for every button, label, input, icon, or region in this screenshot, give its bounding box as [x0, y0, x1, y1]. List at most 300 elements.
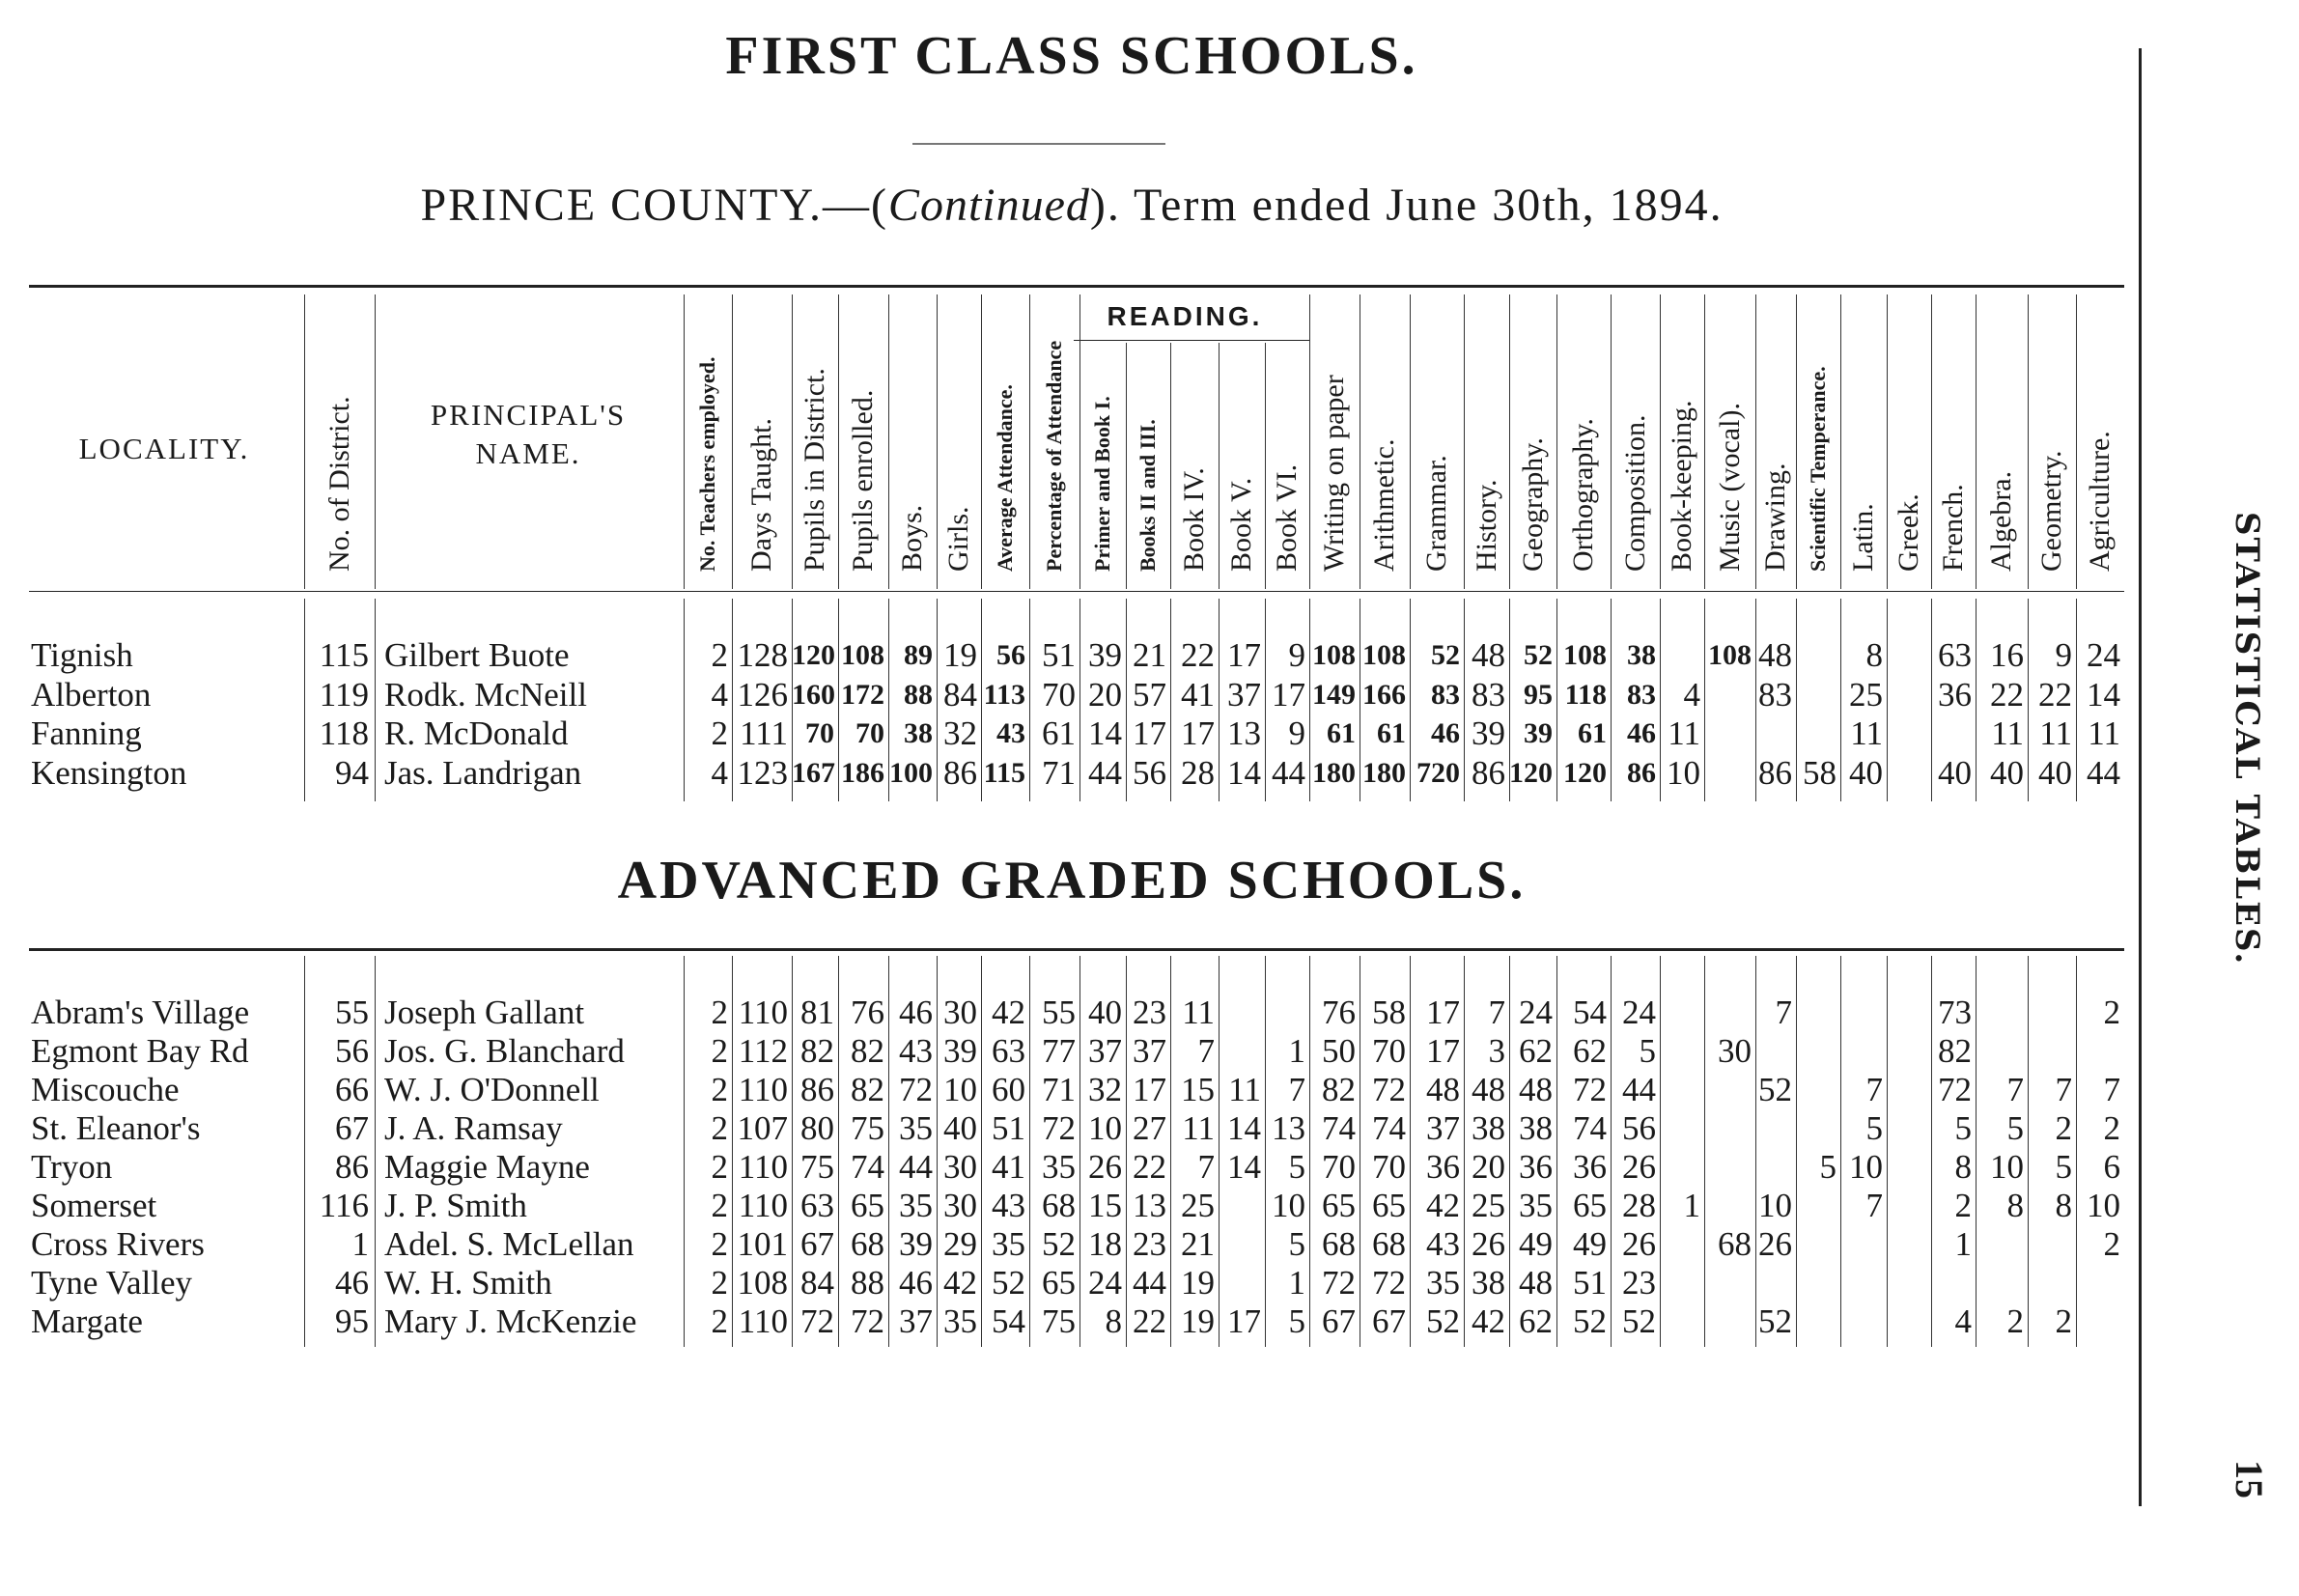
- value-cell: 36: [1519, 1148, 1553, 1186]
- value-cell: 26: [1622, 1225, 1656, 1263]
- value-cell: [1887, 677, 1927, 714]
- value-cell: 11: [2088, 714, 2120, 752]
- value-cell: 7: [2103, 1071, 2120, 1108]
- value-cell: [1887, 1188, 1927, 1224]
- value-cell: 82: [800, 1032, 834, 1070]
- value-cell: 88: [851, 1264, 884, 1302]
- value-cell: 52: [1758, 1302, 1792, 1340]
- locality-cell: Tryon: [31, 1148, 113, 1186]
- header-divider: [684, 294, 685, 589]
- value-cell: 44: [899, 1148, 933, 1186]
- value-cell: 5: [2055, 1148, 2072, 1186]
- column-header: [321, 294, 359, 572]
- value-cell: 24: [1519, 994, 1553, 1031]
- header-reading-group: READING.: [1107, 301, 1263, 331]
- principal-name-cell: Maggie Mayne: [384, 1148, 590, 1186]
- value-cell: [1219, 1226, 1261, 1263]
- value-cell: 55: [1042, 994, 1076, 1031]
- value-cell: [1840, 1226, 1883, 1263]
- value-cell: 2: [711, 636, 728, 674]
- header-divider: [1170, 343, 1171, 589]
- value-cell: 50: [1322, 1032, 1356, 1070]
- value-cell: 11: [1182, 994, 1215, 1031]
- value-cell: 1: [1288, 1032, 1305, 1070]
- value-cell: [1887, 1033, 1927, 1070]
- value-cell: 80: [800, 1109, 834, 1147]
- header-divider: [1126, 343, 1127, 589]
- column-header: [1799, 294, 1837, 572]
- value-cell: 108: [737, 1264, 788, 1302]
- locality-cell: Miscouche: [31, 1071, 180, 1108]
- value-cell: 38: [1627, 639, 1656, 671]
- district-cell: 66: [335, 1071, 369, 1108]
- value-cell: 26: [1088, 1148, 1122, 1186]
- column-header-text: Scientific Temperance.: [1806, 366, 1830, 572]
- page-number-text: 15: [2228, 1460, 2271, 1498]
- value-cell: [1660, 1226, 1700, 1263]
- value-cell: 110: [738, 1071, 788, 1108]
- value-cell: 14: [1227, 1109, 1261, 1147]
- value-cell: 35: [899, 1187, 933, 1224]
- value-cell: 39: [899, 1225, 933, 1263]
- value-cell: 110: [738, 994, 788, 1031]
- value-cell: 14: [2087, 675, 2120, 714]
- value-cell: 126: [737, 675, 788, 714]
- value-cell: 49: [1519, 1225, 1553, 1263]
- value-cell: 56: [1133, 753, 1166, 792]
- value-cell: 40: [1849, 753, 1883, 792]
- value-cell: 2: [711, 1187, 728, 1224]
- value-cell: 35: [992, 1225, 1025, 1263]
- value-cell: [1704, 1265, 1752, 1302]
- value-cell: 17: [1133, 714, 1166, 752]
- value-cell: 65: [1372, 1187, 1406, 1224]
- header-divider: [375, 294, 376, 589]
- value-cell: [1755, 715, 1792, 752]
- column-header: [2033, 294, 2071, 572]
- value-cell: 52: [1426, 1302, 1460, 1340]
- value-cell: 40: [1088, 994, 1122, 1031]
- principal-name-cell: J. A. Ramsay: [384, 1109, 563, 1147]
- district-cell: 67: [335, 1109, 369, 1147]
- header-principal-name: [378, 396, 678, 473]
- column-header: [796, 294, 834, 572]
- value-cell: 15: [1181, 1071, 1215, 1108]
- value-cell: 89: [904, 639, 933, 671]
- value-cell: [1887, 715, 1927, 752]
- header-divider: [888, 294, 889, 589]
- column-header-text: French.: [1937, 484, 1969, 572]
- value-cell: 60: [992, 1071, 1025, 1108]
- value-cell: 8: [2006, 1187, 2024, 1224]
- value-cell: 9: [2055, 636, 2072, 674]
- value-cell: 75: [1042, 1302, 1076, 1340]
- value-cell: 20: [1472, 1148, 1505, 1186]
- value-cell: 68: [851, 1225, 884, 1263]
- column-header-text: History.: [1470, 479, 1502, 572]
- column-header-text: Latin.: [1847, 503, 1879, 572]
- value-cell: 44: [1622, 1071, 1656, 1108]
- value-cell: 39: [1472, 714, 1505, 752]
- value-cell: [1660, 1149, 1700, 1186]
- value-cell: 44: [1133, 1264, 1166, 1302]
- value-cell: 10: [1990, 1148, 2024, 1186]
- value-cell: 2: [2006, 1302, 2024, 1340]
- value-cell: [1887, 755, 1927, 792]
- value-cell: 2: [711, 714, 728, 752]
- value-cell: [1660, 1265, 1700, 1302]
- value-cell: [1796, 1072, 1836, 1108]
- value-cell: 38: [1519, 1109, 1553, 1147]
- value-cell: 48: [1519, 1264, 1553, 1302]
- value-cell: 111: [740, 714, 788, 752]
- column-header-text: Algebra.: [1985, 470, 2017, 572]
- value-cell: 4: [711, 753, 728, 792]
- value-cell: 61: [1578, 717, 1607, 749]
- value-cell: 40: [1938, 753, 1972, 792]
- value-cell: 21: [1133, 636, 1166, 674]
- column-header-text: Writing on paper: [1318, 375, 1350, 572]
- header-divider: [1704, 294, 1705, 589]
- value-cell: [1704, 1149, 1752, 1186]
- column-header: [1564, 294, 1603, 572]
- column-header-text: Pupils enrolled.: [847, 389, 879, 572]
- value-cell: 2: [2103, 1225, 2120, 1263]
- value-cell: 86: [1758, 753, 1792, 792]
- value-cell: 72: [800, 1302, 834, 1340]
- value-cell: 19: [1181, 1264, 1215, 1302]
- district-cell: 95: [335, 1302, 369, 1340]
- value-cell: 63: [1938, 636, 1972, 674]
- value-cell: 2: [2103, 994, 2120, 1031]
- district-cell: 86: [335, 1148, 369, 1186]
- district-cell: 46: [335, 1264, 369, 1302]
- value-cell: 48: [1426, 1071, 1460, 1108]
- value-cell: [1660, 637, 1700, 674]
- column-header: [1514, 294, 1553, 572]
- value-cell: 23: [1622, 1264, 1656, 1302]
- value-cell: 14: [1088, 714, 1122, 752]
- value-cell: [1840, 994, 1883, 1031]
- value-cell: 11: [1991, 714, 2024, 752]
- value-cell: 48: [1519, 1071, 1553, 1108]
- value-cell: 10: [1758, 1187, 1792, 1224]
- value-cell: [1660, 994, 1700, 1031]
- principal-name-cell: W. H. Smith: [384, 1264, 552, 1302]
- value-cell: 110: [738, 1302, 788, 1340]
- value-cell: 108: [841, 639, 884, 671]
- value-cell: [1704, 755, 1752, 792]
- value-cell: 38: [1472, 1264, 1505, 1302]
- value-cell: [1887, 1303, 1927, 1340]
- value-cell: [1660, 1110, 1700, 1147]
- value-cell: 72: [1372, 1071, 1406, 1108]
- header-bottom-rule: [29, 591, 2124, 592]
- value-cell: 10: [2087, 1187, 2120, 1224]
- value-cell: 8: [1865, 636, 1883, 674]
- column-header: [1365, 294, 1404, 572]
- value-cell: 38: [904, 717, 933, 749]
- value-cell: 38: [1472, 1109, 1505, 1147]
- value-cell: 113: [983, 678, 1025, 711]
- value-cell: 86: [800, 1071, 834, 1108]
- value-cell: 42: [1472, 1302, 1505, 1340]
- header-divider: [838, 294, 839, 589]
- value-cell: [2076, 1265, 2120, 1302]
- value-cell: [2076, 1303, 2120, 1340]
- value-cell: [1219, 1033, 1261, 1070]
- value-cell: 43: [1426, 1225, 1460, 1263]
- value-cell: 70: [1372, 1032, 1406, 1070]
- top-rule: [29, 285, 2124, 288]
- value-cell: 39: [1088, 636, 1122, 674]
- value-cell: 4: [1683, 675, 1700, 714]
- header-divider: [1887, 294, 1888, 589]
- value-cell: 4: [1954, 1302, 1972, 1340]
- value-cell: 42: [1426, 1187, 1460, 1224]
- value-cell: 1: [1683, 1187, 1700, 1224]
- value-cell: [1796, 637, 1836, 674]
- value-cell: 123: [737, 753, 788, 792]
- value-cell: 14: [1227, 1148, 1261, 1186]
- column-header-text: Arithmetic.: [1368, 438, 1400, 572]
- value-cell: 35: [899, 1109, 933, 1147]
- value-cell: 23: [1133, 994, 1166, 1031]
- value-cell: [1704, 1110, 1752, 1147]
- value-cell: [1755, 1110, 1792, 1147]
- value-cell: 2: [711, 1032, 728, 1070]
- value-cell: [1796, 1033, 1836, 1070]
- principal-name-cell: J. P. Smith: [384, 1187, 527, 1224]
- value-cell: [1704, 994, 1752, 1031]
- value-cell: 16: [1990, 636, 2024, 674]
- value-cell: 77: [1042, 1032, 1076, 1070]
- value-cell: 58: [1803, 753, 1836, 792]
- value-cell: 36: [1573, 1148, 1607, 1186]
- column-header-text: Book V.: [1225, 477, 1257, 572]
- value-cell: 70: [1322, 1148, 1356, 1186]
- value-cell: 22: [1133, 1302, 1166, 1340]
- value-cell: 71: [1042, 1071, 1076, 1108]
- column-header: [1315, 294, 1354, 572]
- value-cell: 68: [1718, 1225, 1752, 1263]
- value-cell: 30: [1718, 1032, 1752, 1070]
- header-divider: [1976, 294, 1977, 589]
- value-cell: 51: [1042, 636, 1076, 674]
- value-cell: [1976, 1265, 2024, 1302]
- column-header-text: Book VI.: [1271, 463, 1303, 572]
- value-cell: 5: [1819, 1148, 1836, 1186]
- value-cell: [1887, 1149, 1927, 1186]
- principal-name-cell: Adel. S. McLellan: [384, 1225, 634, 1263]
- value-cell: 48: [1472, 1071, 1505, 1108]
- district-cell: 119: [319, 675, 369, 714]
- subtitle-term: ). Term ended June 30th, 1894.: [1089, 180, 1724, 231]
- district-cell: 1: [351, 1225, 369, 1263]
- value-cell: 62: [1519, 1032, 1553, 1070]
- value-cell: 52: [1431, 639, 1460, 671]
- value-cell: 2: [711, 1264, 728, 1302]
- value-cell: 65: [1322, 1187, 1356, 1224]
- value-cell: 72: [1322, 1264, 1356, 1302]
- value-cell: 2: [711, 1225, 728, 1263]
- header-divider: [1755, 294, 1756, 589]
- value-cell: 5: [1865, 1109, 1883, 1147]
- value-cell: 7: [2006, 1071, 2024, 1108]
- value-cell: 52: [1042, 1225, 1076, 1263]
- value-cell: 17: [1426, 1032, 1460, 1070]
- value-cell: 22: [1990, 675, 2024, 714]
- value-cell: 76: [851, 994, 884, 1031]
- header-divider: [981, 294, 982, 589]
- value-cell: 61: [1042, 714, 1076, 752]
- header-divider: [792, 294, 793, 589]
- value-cell: [1796, 1226, 1836, 1263]
- value-cell: 49: [1573, 1225, 1607, 1263]
- value-cell: [1796, 715, 1836, 752]
- value-cell: 108: [1362, 639, 1406, 671]
- value-cell: 56: [996, 639, 1025, 671]
- value-cell: [1755, 1033, 1792, 1070]
- value-cell: 37: [1088, 1032, 1122, 1070]
- value-cell: 44: [2087, 753, 2120, 792]
- column-header: [1934, 294, 1973, 572]
- value-cell: 24: [2087, 636, 2120, 674]
- value-cell: 52: [1524, 639, 1553, 671]
- value-cell: 7: [1197, 1148, 1215, 1186]
- value-cell: 44: [1088, 753, 1122, 792]
- column-header: [1756, 294, 1795, 572]
- value-cell: 30: [943, 994, 977, 1031]
- value-cell: 71: [1042, 753, 1076, 792]
- value-cell: [1931, 715, 1972, 752]
- value-cell: 17: [1272, 675, 1305, 714]
- value-cell: 11: [1668, 714, 1700, 752]
- value-cell: 35: [1519, 1187, 1553, 1224]
- value-cell: 17: [1227, 1302, 1261, 1340]
- value-cell: 83: [1758, 675, 1792, 714]
- page-number: [2226, 1460, 2284, 1508]
- value-cell: 24: [1088, 1264, 1122, 1302]
- column-header: [1175, 350, 1214, 572]
- value-cell: 65: [1042, 1264, 1076, 1302]
- header-divider: [1219, 343, 1220, 589]
- value-cell: 40: [943, 1109, 977, 1147]
- value-cell: 112: [738, 1032, 788, 1070]
- value-cell: 30: [943, 1148, 977, 1186]
- value-cell: [1219, 1188, 1261, 1224]
- district-cell: 94: [335, 753, 369, 792]
- value-cell: 10: [1272, 1187, 1305, 1224]
- value-cell: 22: [2038, 675, 2072, 714]
- value-cell: 42: [992, 994, 1025, 1031]
- advanced-top-rule: [29, 948, 2124, 951]
- value-cell: 46: [1431, 717, 1460, 749]
- value-cell: [1704, 715, 1752, 752]
- header-divider: [1309, 294, 1310, 589]
- value-cell: 22: [1133, 1148, 1166, 1186]
- value-cell: 52: [1622, 1302, 1656, 1340]
- value-cell: 46: [899, 1264, 933, 1302]
- value-cell: 72: [1042, 1109, 1076, 1147]
- value-cell: 63: [992, 1032, 1025, 1070]
- value-cell: 21: [1181, 1225, 1215, 1263]
- value-cell: 120: [1509, 756, 1553, 789]
- value-cell: [2028, 1033, 2072, 1070]
- value-cell: 2: [711, 1148, 728, 1186]
- value-cell: 107: [737, 1109, 788, 1147]
- value-cell: 83: [1431, 678, 1460, 711]
- value-cell: 82: [851, 1032, 884, 1070]
- value-cell: 180: [1362, 756, 1406, 789]
- value-cell: 83: [1472, 675, 1505, 714]
- value-cell: [1219, 1265, 1261, 1302]
- value-cell: 75: [800, 1148, 834, 1186]
- value-cell: 54: [1573, 994, 1607, 1031]
- header-divider: [1660, 294, 1661, 589]
- locality-cell: Alberton: [31, 675, 152, 714]
- principal-name-cell: Rodk. McNeill: [384, 675, 587, 714]
- value-cell: 35: [1042, 1148, 1076, 1186]
- subtitle-county: PRINCE COUNTY.—(: [420, 180, 888, 231]
- value-cell: 118: [1564, 678, 1607, 711]
- value-cell: 86: [1627, 756, 1656, 789]
- value-cell: [1976, 994, 2024, 1031]
- column-header-text: Book IV.: [1178, 467, 1210, 572]
- column-header: [1129, 350, 1167, 572]
- value-cell: 5: [2006, 1109, 2024, 1147]
- value-cell: 44: [1272, 753, 1305, 792]
- header-divider: [1029, 294, 1030, 589]
- value-cell: 68: [1372, 1225, 1406, 1263]
- value-cell: [1660, 1033, 1700, 1070]
- value-cell: 37: [1426, 1109, 1460, 1147]
- value-cell: [1796, 677, 1836, 714]
- value-cell: 27: [1133, 1109, 1166, 1147]
- value-cell: 26: [1472, 1225, 1505, 1263]
- value-cell: 28: [1181, 753, 1215, 792]
- value-cell: 35: [943, 1302, 977, 1340]
- value-cell: 17: [1426, 994, 1460, 1031]
- value-cell: 51: [1573, 1264, 1607, 1302]
- value-cell: 72: [1573, 1071, 1607, 1108]
- value-cell: [1840, 1033, 1883, 1070]
- value-cell: 1: [1288, 1264, 1305, 1302]
- value-cell: 110: [738, 1187, 788, 1224]
- value-cell: [1755, 1265, 1792, 1302]
- value-cell: 13: [1227, 714, 1261, 752]
- value-cell: 39: [943, 1032, 977, 1070]
- column-header: [1417, 294, 1456, 572]
- value-cell: 72: [851, 1302, 884, 1340]
- value-cell: 2: [2055, 1109, 2072, 1147]
- column-header-text: Books II and III.: [1135, 419, 1160, 572]
- value-cell: [1265, 994, 1305, 1031]
- value-cell: 172: [841, 678, 884, 711]
- locality-cell: Fanning: [31, 714, 142, 752]
- value-cell: 67: [1372, 1302, 1406, 1340]
- value-cell: [1840, 1265, 1883, 1302]
- value-cell: 2: [711, 1109, 728, 1147]
- value-cell: 32: [943, 714, 977, 752]
- column-header: [986, 294, 1024, 572]
- value-cell: 46: [899, 994, 933, 1031]
- value-cell: 7: [1865, 1187, 1883, 1224]
- principal-name-cell: Jos. G. Blanchard: [384, 1032, 625, 1070]
- value-cell: [2028, 994, 2072, 1031]
- value-cell: 6: [2103, 1148, 2120, 1186]
- value-cell: 52: [1758, 1071, 1792, 1108]
